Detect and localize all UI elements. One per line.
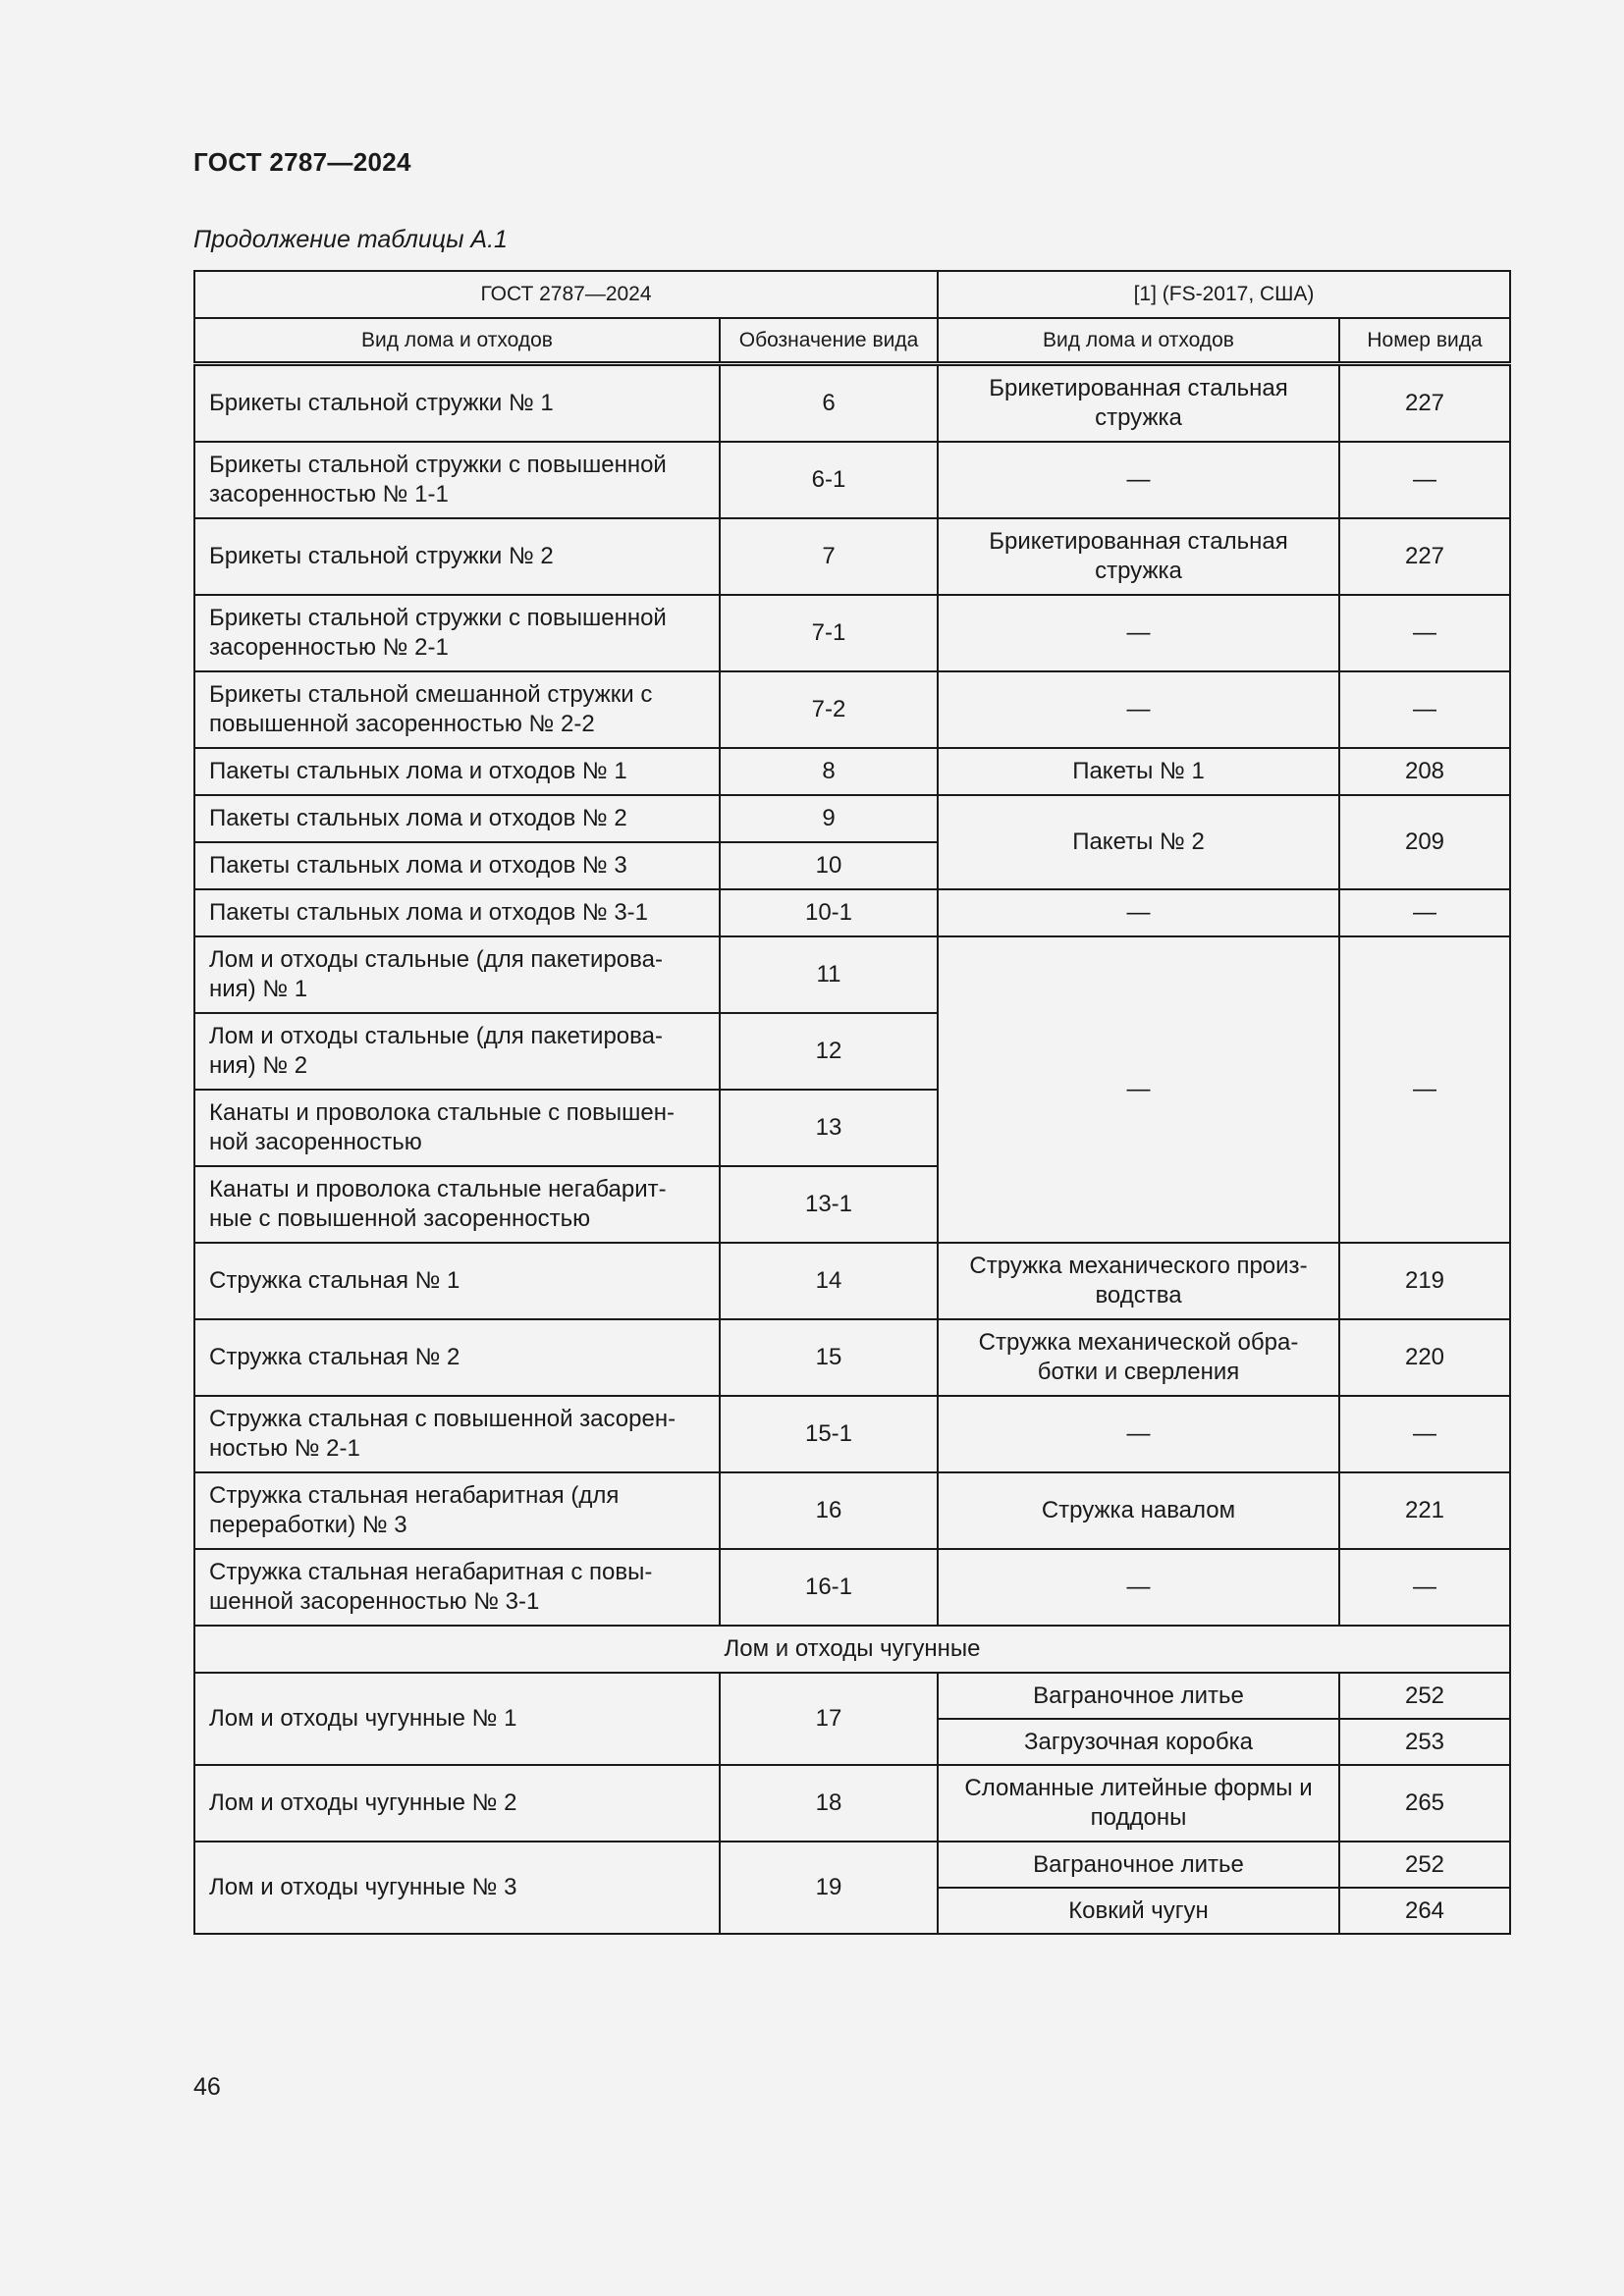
- table-caption: Продолжение таблицы А.1: [193, 226, 508, 253]
- column-header-row: [194, 318, 1510, 364]
- cell-us-number: 219: [1339, 1243, 1510, 1319]
- table-row: [194, 518, 1510, 595]
- table-row: [194, 936, 1510, 1013]
- table-row: [194, 442, 1510, 518]
- cell-designation: 14: [720, 1243, 938, 1319]
- column-header-us-number: Номер вида: [1339, 318, 1510, 364]
- cell-designation: 9: [720, 795, 938, 842]
- cell-scrap-type: Канаты и проволока стальные с повышен-ной засоренностью: [194, 1090, 720, 1166]
- cell-designation: 15-1: [720, 1396, 938, 1472]
- cell-scrap-type: Лом и отходы стальные (для пакетирова-ния) № 1: [194, 936, 720, 1013]
- cell-us-number: —: [1339, 936, 1510, 1243]
- cell-us-scrap-type: Сломанные литейные формы и поддоны: [938, 1765, 1339, 1842]
- cell-us-number: 252: [1339, 1842, 1510, 1888]
- table-row: [194, 1765, 1510, 1842]
- section-row: [194, 1626, 1510, 1673]
- cell-us-scrap-type: Стружка механической обра-ботки и сверления: [938, 1319, 1339, 1396]
- cell-designation: 10-1: [720, 889, 938, 936]
- cell-us-scrap-type: Ковкий чугун: [938, 1888, 1339, 1934]
- cell-scrap-type: Брикеты стальной стружки № 1: [194, 364, 720, 443]
- table-row: [194, 1396, 1510, 1472]
- cell-us-scrap-type: —: [938, 1549, 1339, 1626]
- cell-us-scrap-type: —: [938, 936, 1339, 1243]
- cell-designation: 7-2: [720, 671, 938, 748]
- cell-us-scrap-type: —: [938, 889, 1339, 936]
- cell-scrap-type: Брикеты стальной стружки с повышенной засоренностью № 2-1: [194, 595, 720, 671]
- group-header-us-standard: [1] (FS-2017, США): [938, 271, 1510, 318]
- cell-designation: 7-1: [720, 595, 938, 671]
- cell-us-scrap-type: —: [938, 671, 1339, 748]
- cell-scrap-type: Стружка стальная с повышенной засорен-ностью № 2-1: [194, 1396, 720, 1472]
- cell-scrap-type: Стружка стальная негабаритная (для переработки) № 3: [194, 1472, 720, 1549]
- cell-us-scrap-type: Брикетированная стальная стружка: [938, 518, 1339, 595]
- cell-designation: 16-1: [720, 1549, 938, 1626]
- cell-us-number: 209: [1339, 795, 1510, 889]
- cell-us-number: —: [1339, 595, 1510, 671]
- cell-us-scrap-type: Стружка механического произ-водства: [938, 1243, 1339, 1319]
- cell-designation: 15: [720, 1319, 938, 1396]
- table-row: [194, 1243, 1510, 1319]
- cell-scrap-type: Пакеты стальных лома и отходов № 1: [194, 748, 720, 795]
- cell-us-number: —: [1339, 1549, 1510, 1626]
- table-row: [194, 795, 1510, 842]
- cell-us-number: 264: [1339, 1888, 1510, 1934]
- cell-scrap-type: Канаты и проволока стальные негабарит-ные с повышенной засоренностью: [194, 1166, 720, 1243]
- cell-us-scrap-type: —: [938, 442, 1339, 518]
- cell-us-number: 253: [1339, 1719, 1510, 1765]
- cell-us-scrap-type: Вагранoчное литье: [938, 1673, 1339, 1719]
- cell-scrap-type: Лом и отходы чугунные № 1: [194, 1673, 720, 1765]
- group-header-gost: ГОСТ 2787—2024: [194, 271, 938, 318]
- cell-us-scrap-type: Пакеты № 2: [938, 795, 1339, 889]
- table-row: [194, 889, 1510, 936]
- cell-designation: 18: [720, 1765, 938, 1842]
- cell-us-number: 227: [1339, 364, 1510, 443]
- cell-scrap-type: Лом и отходы чугунные № 3: [194, 1842, 720, 1934]
- cell-designation: 11: [720, 936, 938, 1013]
- cell-designation: 16: [720, 1472, 938, 1549]
- cell-us-number: 227: [1339, 518, 1510, 595]
- cell-designation: 19: [720, 1842, 938, 1934]
- cell-scrap-type: Брикеты стальной стружки с повышенной засоренностью № 1-1: [194, 442, 720, 518]
- cell-us-scrap-type: —: [938, 595, 1339, 671]
- cell-scrap-type: Пакеты стальных лома и отходов № 2: [194, 795, 720, 842]
- cell-us-scrap-type: Стружка навалом: [938, 1472, 1339, 1549]
- cell-us-number: —: [1339, 889, 1510, 936]
- cell-designation: 10: [720, 842, 938, 889]
- table-row: [194, 671, 1510, 748]
- cell-designation: 12: [720, 1013, 938, 1090]
- cell-scrap-type: Пакеты стальных лома и отходов № 3: [194, 842, 720, 889]
- cell-designation: 13-1: [720, 1166, 938, 1243]
- cell-us-number: 265: [1339, 1765, 1510, 1842]
- scrap-classification-table: [193, 270, 1511, 1935]
- section-title-cast-iron: Лом и отходы чугунные: [194, 1626, 1510, 1673]
- cell-designation: 8: [720, 748, 938, 795]
- table-row: [194, 1472, 1510, 1549]
- cell-us-number: 208: [1339, 748, 1510, 795]
- column-header-designation: Обозначение вида: [720, 318, 938, 364]
- cell-designation: 17: [720, 1673, 938, 1765]
- cell-us-number: —: [1339, 671, 1510, 748]
- cell-us-number: —: [1339, 1396, 1510, 1472]
- table-row: [194, 1319, 1510, 1396]
- table-row: [194, 748, 1510, 795]
- table-row: [194, 1673, 1510, 1719]
- table-row: [194, 364, 1510, 443]
- cell-us-number: 221: [1339, 1472, 1510, 1549]
- cell-us-scrap-type: Пакеты № 1: [938, 748, 1339, 795]
- table-row: [194, 595, 1510, 671]
- document-header: ГОСТ 2787—2024: [193, 147, 411, 177]
- cell-us-scrap-type: Загрузочная коробка: [938, 1719, 1339, 1765]
- cell-scrap-type: Лом и отходы чугунные № 2: [194, 1765, 720, 1842]
- cell-us-scrap-type: Вагранoчное литье: [938, 1842, 1339, 1888]
- cell-scrap-type: Стружка стальная № 2: [194, 1319, 720, 1396]
- cell-scrap-type: Брикеты стальной стружки № 2: [194, 518, 720, 595]
- cell-scrap-type: Пакеты стальных лома и отходов № 3-1: [194, 889, 720, 936]
- cell-us-number: —: [1339, 442, 1510, 518]
- cell-scrap-type: Стружка стальная негабаритная с повы-шенной засоренностью № 3-1: [194, 1549, 720, 1626]
- table-row: [194, 1549, 1510, 1626]
- cell-us-number: 252: [1339, 1673, 1510, 1719]
- cell-us-number: 220: [1339, 1319, 1510, 1396]
- cell-designation: 7: [720, 518, 938, 595]
- cell-scrap-type: Стружка стальная № 1: [194, 1243, 720, 1319]
- cell-scrap-type: Лом и отходы стальные (для пакетирова-ния) № 2: [194, 1013, 720, 1090]
- group-header-row: [194, 271, 1510, 318]
- column-header-us-scrap-type: Вид лома и отходов: [938, 318, 1339, 364]
- cell-designation: 13: [720, 1090, 938, 1166]
- cell-designation: 6-1: [720, 442, 938, 518]
- page-number: 46: [193, 2073, 221, 2101]
- cell-designation: 6: [720, 364, 938, 443]
- column-header-scrap-type: Вид лома и отходов: [194, 318, 720, 364]
- cell-scrap-type: Брикеты стальной смешанной стружки с повышенной засоренностью № 2-2: [194, 671, 720, 748]
- cell-us-scrap-type: Брикетированная стальная стружка: [938, 364, 1339, 443]
- cell-us-scrap-type: —: [938, 1396, 1339, 1472]
- table-row: [194, 1842, 1510, 1888]
